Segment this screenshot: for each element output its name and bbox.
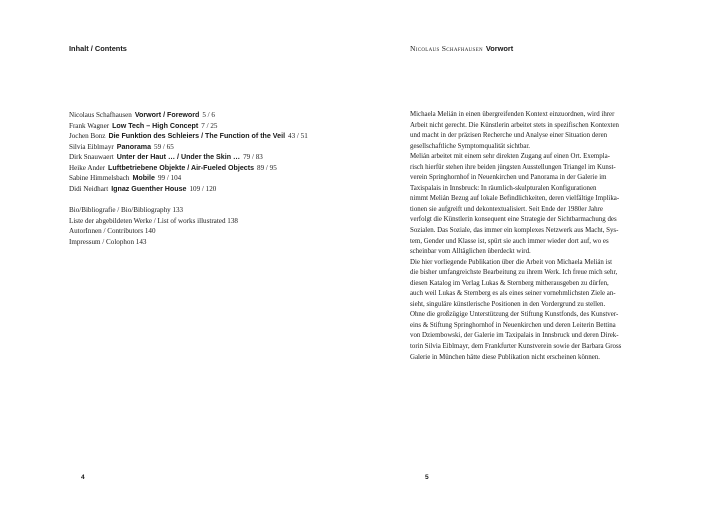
header-title: Vorwort [485,44,514,53]
toc-author: Silvia Eiblmayr [69,142,114,151]
toc-title: Die Funktion des Schleiers / The Function of the Veil [108,132,286,140]
toc-entry [69,184,359,195]
text-line: auch weil Lukas & Sternberg es als eines seiner vornehmlichsten Ziele an- [410,290,616,298]
toc-title: Low Tech – High Concept [112,121,199,130]
toc-author: Dirk Snauwaert [69,153,114,161]
text-line: Die hier vorliegende Publikation über die Arbeit von Michaela Melián ist [410,258,613,266]
toc-appendix-entry: AutorInnen / Contributors 140 [69,227,156,235]
toc-appendix-entry: Liste der abgebildeten Werke / List of works illustrated 138 [69,216,238,225]
text-line: Taxispalais in Innsbruck: In räumlich-skulpturalen Konfigurationen [410,184,597,192]
text-line: nimmt Melián Bezug auf lokale Befindlichkeiten, deren vielfältige Implika- [410,195,620,203]
toc-entry [69,110,359,121]
toc-title: Vorwort / Foreword [134,111,200,119]
text-line: eins & Stiftung Springhornhof in Neuenkirchen und deren Leiterin Bettina [410,321,616,329]
toc-pages: 79 / 83 [243,153,263,161]
toc-author: Jochen Bonz [69,132,106,140]
toc-appendix-entry: Bio/Bibliografie / Bio/Bibliography 133 [69,206,184,214]
text-line: verein Springhornhof in Neuenkirchen und Panorama in der Galerie im [410,174,607,182]
toc-pages: 59 / 65 [154,142,174,151]
text-line: torin Silvia Eiblmayr, dem Frankfurter Kunstverein sowie der Barbara Gross [410,343,622,351]
toc-pages: 5 / 6 [202,111,215,119]
toc-pages: 89 / 95 [257,163,277,172]
toc-title: Panorama [116,142,152,151]
page-number: 5 [425,474,429,481]
toc-title: Mobile [132,174,155,182]
toc-author: Frank Wagner [69,121,110,130]
text-line: Ohne die großzügige Unterstützung der Stiftung Kunstfonds, des Kunstver- [410,311,619,319]
toc-entry [69,142,359,153]
text-line: risch hierfür stehen ihre beiden jüngsten Ausstellungen Triangel im Kunst- [410,163,616,171]
toc-author: Nicolaus Schafhausen [69,111,132,119]
text-line: von Dziembowski, der Galerie im Taxipalais in Innsbruck und deren Direk- [410,332,619,340]
toc-entry [69,152,359,163]
text-line: Galerie in München hätte diese Publikation nicht erscheinen können. [410,353,601,361]
toc-spacer [69,194,359,205]
toc-entry [69,121,359,132]
page-header-foreword [410,44,513,53]
toc-entry [69,131,359,142]
toc-pages: 109 / 120 [189,184,217,193]
page-header-contents: Inhalt / Contents [69,44,127,53]
text-line: und macht in der präzisen Recherche und Analyse einer Situation deren [410,132,608,140]
toc-pages: 7 / 25 [201,121,218,130]
text-line: diesen Katalog im Verlag Lukas & Sternberg mitherausgeben zu dürfen, [410,279,609,287]
toc-title: Ignaz Guenther House [111,184,187,193]
text-line: Michaela Melián in einen übergreifenden Kontext einzuordnen, wird ihrer [410,111,615,118]
toc-entry [69,163,359,174]
foreword-text [410,110,710,363]
text-line: sieht, singuläre künstlerische Positionen in den Vordergrund zu stellen. [410,300,606,308]
text-line: verfolgt die Künstlerin konsequent eine Strategie der Sichtbarmachung des [410,216,617,224]
toc-author: Heike Ander [69,163,106,172]
toc-pages: 99 / 104 [157,174,182,182]
text-line: tem, Gender und Klasse ist, spürt sie auch immer wieder dort auf, wo es [410,237,609,245]
toc-author: Didi Neidhart [69,184,109,193]
toc-title: Unter der Haut … / Under the Skin … [116,153,241,161]
toc-pages: 43 / 51 [288,132,308,140]
right-page [364,0,728,529]
text-line: tionen sie aufgreift und dekontextualisiert. Seit Ende der 1980er Jahre [410,205,603,213]
text-line: gesellschaftliche Symptomqualität sichtbar. [410,142,530,150]
text-line: die bisher umfangreichste Bearbeitung zu ihrem Werk. Ich freue mich sehr, [410,269,618,277]
text-line: Melián arbeitet mit einem sehr direkten Zugang auf einen Ort. Exempla- [410,153,610,161]
text-line: Sozialen. Das Soziale, das immer ein komplexes Netzwerk aus Macht, Sys- [410,227,619,235]
text-line: Arbeit nicht gerecht. Die Künstlerin arbeitet stets in spezifischen Kontexten [410,121,619,129]
table-of-contents [69,110,359,247]
header-author: Nicolaus Schafhausen [410,44,483,53]
toc-author: Sabine Himmelsbach [69,174,130,182]
toc-entry [69,173,359,184]
page-number: 4 [81,474,85,481]
text-line: scheinbar vom Alltäglichen überdeckt wird. [410,248,531,256]
toc-title: Luftbetriebene Objekte / Air-Fueled Objects [108,163,255,172]
toc-appendix-entry: Impressum / Colophon 143 [69,237,147,246]
